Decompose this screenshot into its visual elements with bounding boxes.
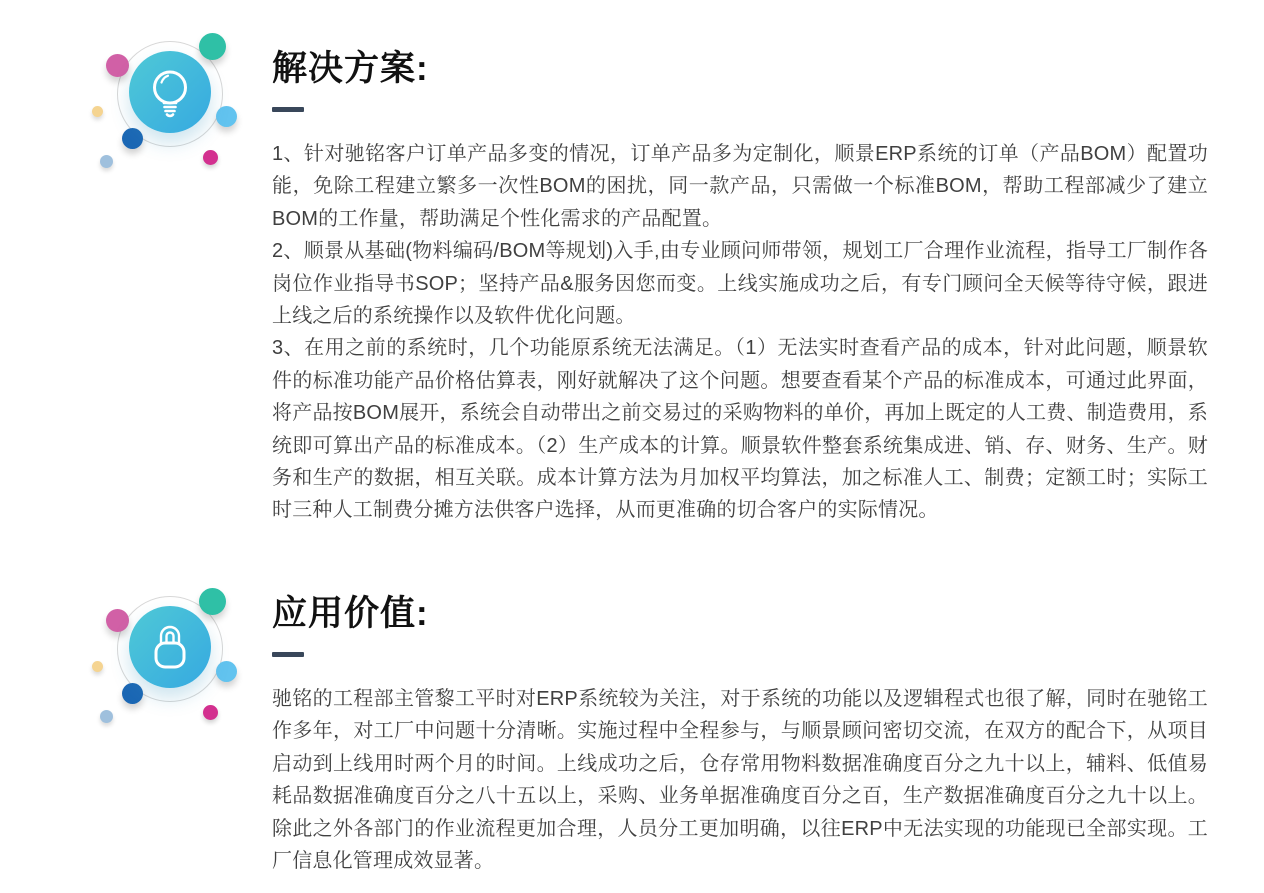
paragraph: 驰铭的工程部主管黎工平时对ERP系统较为关注，对于系统的功能以及逻辑程式也很了解，同时在驰铭工作多年，对工厂中问题十分清晰。实施过程中全程参与，与顺景顾问密切交流，在双方的配合下，从项目启动到上线用时两个月的时间。上线成功之后，仓存常用物料数据准确度百分之九十以上，辅料、低值易耗品数据准确度百分之八十五以上，采购、业务单据准确度百分之百，生产数据准确度百分之九十以上。除此之外各部门的作业流程更加合理，人员分工更加明确，以往ERP中无法实现的功能现已全部实现。工厂信息化管理成效显著。 bbox=[272, 688, 1208, 873]
section-title-solution: 解决方案: bbox=[272, 49, 429, 88]
muted-blue-dot bbox=[100, 710, 113, 723]
section-title-value: 应用价值: bbox=[272, 594, 429, 633]
pink-dot bbox=[106, 54, 129, 77]
solution-section bbox=[272, 48, 1208, 527]
yellow-dot bbox=[92, 106, 103, 117]
title-underline bbox=[272, 107, 304, 112]
solution-section-badge bbox=[85, 10, 255, 185]
paragraph: 2、顺景从基础(物料编码/BOM等规划)入手,由专业顾问师带领，规划工厂合理作业流程，指导工厂制作各岗位作业指导书SOP；坚持产品&服务因您而变。上线实施成功之后，有专门顾问全天候等待守候，跟进上线之后的系统操作以及软件优化问题。 bbox=[272, 240, 1208, 328]
paragraph: 1、针对驰铭客户订单产品多变的情况，订单产品多为定制化，顺景ERP系统的订单（产品BOM）配置功能，免除工程建立繁多一次性BOM的困扰，同一款产品，只需做一个标准BOM，帮助工程部减少了建立BOM的工作量，帮助满足个性化需求的产品配置。 bbox=[272, 143, 1208, 230]
pink-dot bbox=[106, 609, 129, 632]
value-paragraphs bbox=[272, 683, 1208, 877]
value-section-badge bbox=[85, 565, 255, 740]
magenta-dot bbox=[203, 150, 218, 165]
sky-blue-dot bbox=[216, 661, 237, 682]
title-underline bbox=[272, 652, 304, 657]
magenta-dot bbox=[203, 705, 218, 720]
lock-icon bbox=[129, 606, 211, 688]
sky-blue-dot bbox=[216, 106, 237, 127]
lightbulb-icon bbox=[129, 51, 211, 133]
value-section bbox=[272, 593, 1208, 877]
muted-blue-dot bbox=[100, 155, 113, 168]
solution-paragraphs bbox=[272, 138, 1208, 527]
yellow-dot bbox=[92, 661, 103, 672]
paragraph: 3、在用之前的系统时，几个功能原系统无法满足。（1）无法实时查看产品的成本，针对此问题，顺景软件的标准功能产品价格估算表，刚好就解决了这个问题。想要查看某个产品的标准成本，可通过此界面，将产品按BOM展开，系统会自动带出之前交易过的采购物料的单价，再加上既定的人工费、制造费用，系统即可算出产品的标准成本。（2）生产成本的计算。顺景软件整套系统集成进、销、存、财务、生产。财务和生产的数据，相互关联。成本计算方法为月加权平均算法，加之标准人工、制费；定额工时；实际工时三种人工制费分摊方法供客户选择，从而更准确的切合客户的实际情况。 bbox=[272, 337, 1208, 522]
